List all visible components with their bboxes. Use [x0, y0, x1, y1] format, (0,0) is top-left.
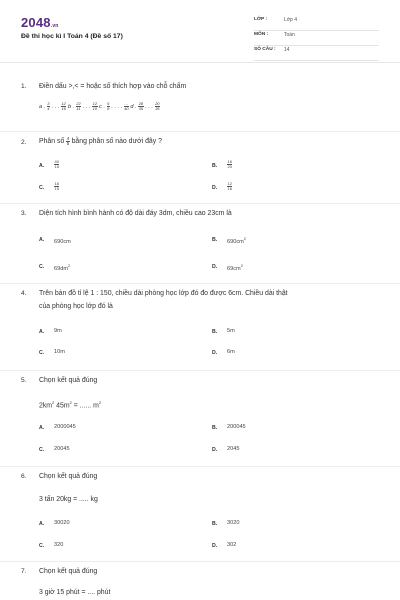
option-b-value[interactable]: $\frac{16}{20}$: [227, 159, 232, 169]
question-7: [0, 561, 400, 600]
question-text-line-2: của phòng học lớp đó là: [39, 303, 113, 310]
fraction: $\frac{22}{11}$: [76, 101, 81, 111]
option-b-value[interactable]: 5m: [227, 328, 235, 334]
question-text: Chọn kết quả đúng: [39, 377, 98, 384]
option-c-value[interactable]: 320: [54, 542, 64, 548]
page-header: [0, 0, 400, 62]
option-c-label[interactable]: C.: [39, 185, 45, 191]
question-text: Điền dấu >,< = hoặc số thích hợp vào chỗ chấm: [39, 83, 187, 90]
meta-class-label: LỚP :: [254, 17, 268, 22]
option-a-label[interactable]: A.: [39, 425, 45, 431]
option-d-value[interactable]: 2045: [227, 446, 240, 452]
option-a-value[interactable]: 2000045: [54, 424, 76, 430]
meta-subject-label: MÔN :: [254, 32, 269, 37]
option-d-value[interactable]: 6m: [227, 349, 235, 355]
fraction: $\frac{12}{10}$: [92, 101, 98, 111]
question-number: 2.: [21, 139, 27, 146]
option-b-label[interactable]: B.: [212, 329, 218, 335]
option-a-value[interactable]: 9m: [54, 328, 62, 334]
question-text: Chọn kết quả đúng: [39, 473, 98, 480]
option-a-label[interactable]: A.: [39, 329, 45, 335]
question-2: [0, 131, 400, 204]
option-d-label[interactable]: D.: [212, 350, 218, 356]
question-text-line-1: Trên bản đồ tỉ lệ 1 : 150, chiều dài phòng học lớp đó đo được 6cm. Chiều dài thật: [39, 290, 288, 297]
option-c-label[interactable]: C.: [39, 447, 45, 453]
option-d-label[interactable]: D.: [212, 185, 218, 191]
question-5: [0, 370, 400, 467]
option-a-label[interactable]: A.: [39, 521, 45, 527]
option-b-label[interactable]: B.: [212, 237, 218, 243]
option-b-label[interactable]: B.: [212, 163, 218, 169]
fraction: $\frac{\dots}{40}$: [124, 101, 129, 111]
question-number: 6.: [21, 473, 27, 480]
question-1: [0, 76, 400, 132]
meta-subject-value: Toán: [284, 32, 295, 38]
question-number: 5.: [21, 377, 27, 384]
fraction: $\frac{20}{35}$: [155, 101, 160, 111]
question-4: [0, 283, 400, 371]
question-number: 3.: [21, 210, 27, 217]
option-d-value[interactable]: 302: [227, 542, 237, 548]
option-c-value[interactable]: 10m: [54, 349, 65, 355]
conversion-expression: 3 giờ 15 phút = .... phút: [39, 589, 111, 596]
option-b-label[interactable]: B.: [212, 425, 218, 431]
option-c-label[interactable]: C.: [39, 350, 45, 356]
comparison-expression: a . $\frac{3}{4}$ . . . $\frac{12}{16}$ b . $\frac{22}{11}$ . . . $\frac{12}{10}$ c . $\frac{5}{8}$ . . . . $\frac{\dots}{40}$ d . $\frac{28}{35}$ . . . $\frac{20}{35}$: [39, 101, 160, 111]
option-d-label[interactable]: D.: [212, 447, 218, 453]
option-a-value[interactable]: 690cm: [54, 238, 71, 245]
header-divider: [0, 62, 400, 63]
option-a-label[interactable]: A.: [39, 163, 45, 169]
question-text: Chọn kết quả đúng: [39, 568, 98, 575]
option-d-label[interactable]: D.: [212, 264, 218, 270]
option-d-value[interactable]: $\frac{12}{16}$: [227, 181, 232, 191]
fraction: $\frac{28}{35}$: [138, 101, 144, 111]
question-number: 7.: [21, 568, 27, 575]
question-3: [0, 203, 400, 284]
option-b-value[interactable]: 200045: [227, 424, 246, 430]
question-6: [0, 466, 400, 562]
option-c-label[interactable]: C.: [39, 543, 45, 549]
meta-count-value: 14: [284, 47, 290, 53]
meta-class-value: Lớp 4: [284, 17, 298, 23]
option-a-value[interactable]: 30020: [54, 520, 70, 526]
question-number: 4.: [21, 290, 27, 297]
option-c-label[interactable]: C.: [39, 264, 45, 270]
fraction: $\frac{12}{16}$: [61, 101, 66, 111]
option-b-label[interactable]: B.: [212, 521, 218, 527]
question-text: Phân số $\frac{4}{5}$ bằng phân số nào dưới đây ?: [39, 135, 162, 146]
option-b-value[interactable]: 3020: [227, 520, 240, 526]
meta-count-row: [254, 44, 379, 61]
option-b-value[interactable]: $690cm^2$: [227, 236, 247, 245]
fraction: $\frac{3}{4}$: [47, 101, 50, 111]
meta-count-label: SỐ CÂU :: [254, 47, 276, 52]
option-c-value[interactable]: 20045: [54, 446, 70, 452]
option-d-label[interactable]: D.: [212, 543, 218, 549]
fraction: $\frac{5}{8}$: [107, 101, 110, 111]
question-number: 1.: [21, 83, 27, 90]
option-d-value[interactable]: $69cm^2$: [227, 263, 243, 272]
conversion-expression: $2km^2$ $45m^2$ = ...... $m^2$: [39, 400, 102, 410]
option-c-value[interactable]: $69dm^2$: [54, 263, 71, 272]
site-logo[interactable]: 2048.vn: [21, 15, 59, 30]
option-a-label[interactable]: A.: [39, 237, 45, 243]
exam-title: Đề thi học kì I Toán 4 (Đề số 17): [21, 33, 123, 40]
option-c-value[interactable]: $\frac{16}{15}$: [54, 181, 59, 191]
conversion-expression: 3 tấn 20kg = ..... kg: [39, 496, 98, 503]
question-text: Diện tích hình bình hành có độ dài đáy 3dm, chiều cao 23cm là: [39, 210, 232, 217]
option-a-value[interactable]: $\frac{40}{15}$: [54, 159, 59, 169]
